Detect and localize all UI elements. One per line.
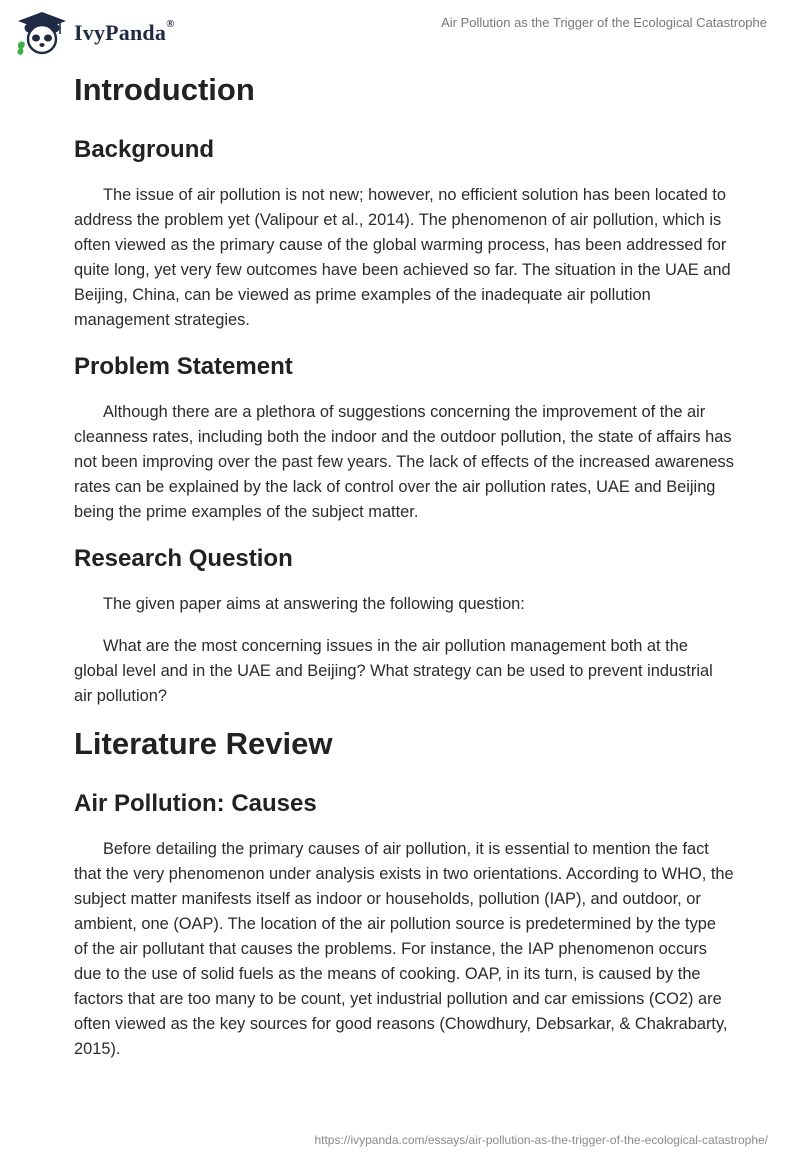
paragraph-problem-statement: Although there are a plethora of suggestions concerning the improvement of the air cleanness rates, including both the indoor and the outdoor pollution, the state of affairs has not been improving over the past few years. The lack of effects of the increased awareness rates can be explained by the lack of control over the air pollution rates, UAE and Beijing being the prime examples of the subject matter. xyxy=(74,403,734,521)
paragraph-causes: Before detailing the primary causes of air pollution, it is essential to mention the fact that the very phenomenon under analysis exists in two orientations. According to WHO, the subject matter manifests itself as indoor or households, pollution (IAP), and outdoor, or ambient, one (OAP). The location of the air pollution source is predetermined by the type of the air pollutant that causes the problems. For instance, the IAP phenomenon occurs due to the use of solid fuels as the means of cooking. OAP, in its turn, is caused by the factors that are too many to be count, yet industrial pollution and car emissions (CO2) are often viewed as the key sources for good reasons (Chowdhury, Debsarkar, & Chakrabarty, 2015). xyxy=(74,840,734,1058)
heading-literature-review: Literature Review xyxy=(74,726,333,761)
heading-research-question: Research Question xyxy=(74,545,293,572)
paragraph-research-intro: The given paper aims at answering the following question: xyxy=(103,595,525,613)
heading-problem-statement: Problem Statement xyxy=(74,353,293,380)
heading-introduction: Introduction xyxy=(74,72,255,107)
heading-causes: Air Pollution: Causes xyxy=(74,790,317,817)
panda-graduate-icon xyxy=(14,10,70,56)
paragraph-research-question: What are the most concerning issues in the air pollution management both at the global level and in the UAE and Beijing? What strategy can be used to prevent industrial air pollution? xyxy=(74,637,713,705)
paragraph-background: The issue of air pollution is not new; however, no efficient solution has been located to address the problem yet (Valipour et al., 2014). The phenomenon of air pollution, which is often viewed as the primary cause of the global warming process, has been addressed for quite long, yet very few outcomes have been achieved so far. The situation in the UAE and Beijing, China, can be viewed as prime examples of the inadequate air pollution management strategies. xyxy=(74,186,731,329)
site-logo[interactable] xyxy=(14,10,175,56)
source-url-link[interactable]: https://ivypanda.com/essays/air-pollution-as-the-trigger-of-the-ecological-catastrophe/ xyxy=(314,1133,768,1147)
running-title: Air Pollution as the Trigger of the Ecological Catastrophe xyxy=(441,15,767,30)
logo-text: IvyPanda® xyxy=(74,18,175,45)
heading-background: Background xyxy=(74,136,215,163)
registered-mark: ® xyxy=(166,18,175,30)
